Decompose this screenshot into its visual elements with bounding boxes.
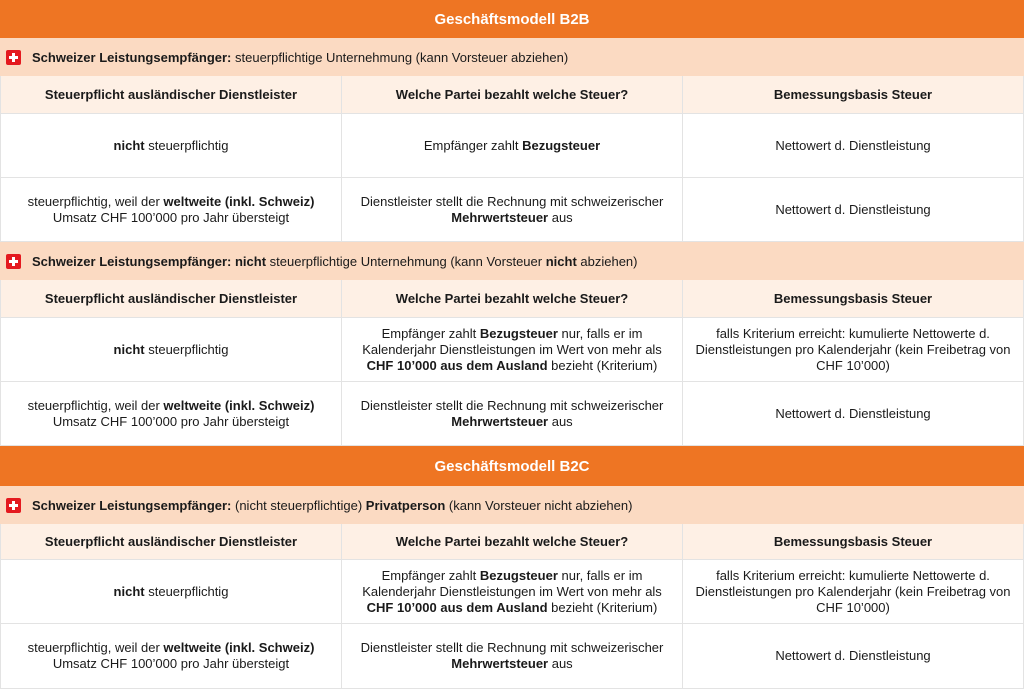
column-header-row-1 [0, 76, 1024, 114]
swiss-flag-icon [6, 498, 21, 513]
column-header-liability: Steuerpflicht ausländischer Dienstleister [0, 280, 342, 318]
column-header-liability: Steuerpflicht ausländischer Dienstleister [0, 76, 342, 114]
basis-cell: Nettowert d. Dienstleistung [683, 114, 1024, 178]
liability-cell: nicht steuerpflichtig [0, 560, 342, 624]
recipient-text-1: Schweizer Leistungsempfänger: steuerpflichtige Unternehmung (kann Vorsteuer abziehen) [32, 49, 569, 65]
recipient-row-2 [0, 242, 1024, 280]
party-cell: Dienstleister stellt die Rechnung mit schweizerischer Mehrwertsteuer aus [342, 382, 683, 446]
column-header-liability: Steuerpflicht ausländischer Dienstleister [0, 524, 342, 560]
table-row [0, 178, 1024, 242]
basis-cell: Nettowert d. Dienstleistung [683, 382, 1024, 446]
party-cell: Dienstleister stellt die Rechnung mit schweizerischer Mehrwertsteuer aus [342, 178, 683, 242]
party-cell: Empfänger zahlt Bezugsteuer nur, falls er im Kalenderjahr Dienstleistungen im Wert von mehr als CHF 10’000 aus dem Ausland bezieht (Kriterium) [342, 318, 683, 382]
liability-cell: steuerpflichtig, weil der weltweite (inkl. Schweiz) Umsatz CHF 100’000 pro Jahr übersteigt [0, 178, 342, 242]
recipient-text-2: Schweizer Leistungsempfänger: nicht steuerpflichtige Unternehmung (kann Vorsteuer nicht abziehen) [32, 253, 638, 269]
section-title-b2b: Geschäftsmodell B2B [434, 10, 590, 28]
basis-cell: falls Kriterium erreicht: kumulierte Nettowerte d. Dienstleistungen pro Kalenderjahr (kein Freibetrag von CHF 10’000) [683, 560, 1024, 624]
table-row [0, 560, 1024, 624]
recipient-row-3 [0, 486, 1024, 524]
section-header-b2c [0, 446, 1024, 486]
section-title-b2c: Geschäftsmodell B2C [434, 457, 590, 475]
basis-cell: falls Kriterium erreicht: kumulierte Nettowerte d. Dienstleistungen pro Kalenderjahr (kein Freibetrag von CHF 10’000) [683, 318, 1024, 382]
party-cell: Empfänger zahlt Bezugsteuer nur, falls er im Kalenderjahr Dienstleistungen im Wert von mehr als CHF 10’000 aus dem Ausland bezieht (Kriterium) [342, 560, 683, 624]
recipient-text-3: Schweizer Leistungsempfänger: (nicht steuerpflichtige) Privatperson (kann Vorsteuer nicht abziehen) [32, 497, 633, 513]
column-header-row-3 [0, 524, 1024, 560]
party-cell: Dienstleister stellt die Rechnung mit schweizerischer Mehrwertsteuer aus [342, 624, 683, 689]
party-cell: Empfänger zahlt Bezugsteuer [342, 114, 683, 178]
table-row [0, 382, 1024, 446]
swiss-flag-icon [6, 50, 21, 65]
column-header-basis: Bemessungsbasis Steuer [683, 524, 1024, 560]
liability-cell: steuerpflichtig, weil der weltweite (inkl. Schweiz) Umsatz CHF 100’000 pro Jahr übersteigt [0, 382, 342, 446]
column-header-party: Welche Partei bezahlt welche Steuer? [342, 524, 683, 560]
basis-cell: Nettowert d. Dienstleistung [683, 178, 1024, 242]
table-row [0, 114, 1024, 178]
liability-cell: nicht steuerpflichtig [0, 114, 342, 178]
column-header-party: Welche Partei bezahlt welche Steuer? [342, 280, 683, 318]
section-header-b2b [0, 0, 1024, 38]
swiss-flag-icon [6, 254, 21, 269]
recipient-row-1 [0, 38, 1024, 76]
column-header-party: Welche Partei bezahlt welche Steuer? [342, 76, 683, 114]
liability-cell: nicht steuerpflichtig [0, 318, 342, 382]
table-row [0, 624, 1024, 689]
column-header-basis: Bemessungsbasis Steuer [683, 76, 1024, 114]
liability-cell: steuerpflichtig, weil der weltweite (inkl. Schweiz) Umsatz CHF 100’000 pro Jahr übersteigt [0, 624, 342, 689]
basis-cell: Nettowert d. Dienstleistung [683, 624, 1024, 689]
table-row [0, 318, 1024, 382]
column-header-row-2 [0, 280, 1024, 318]
column-header-basis: Bemessungsbasis Steuer [683, 280, 1024, 318]
